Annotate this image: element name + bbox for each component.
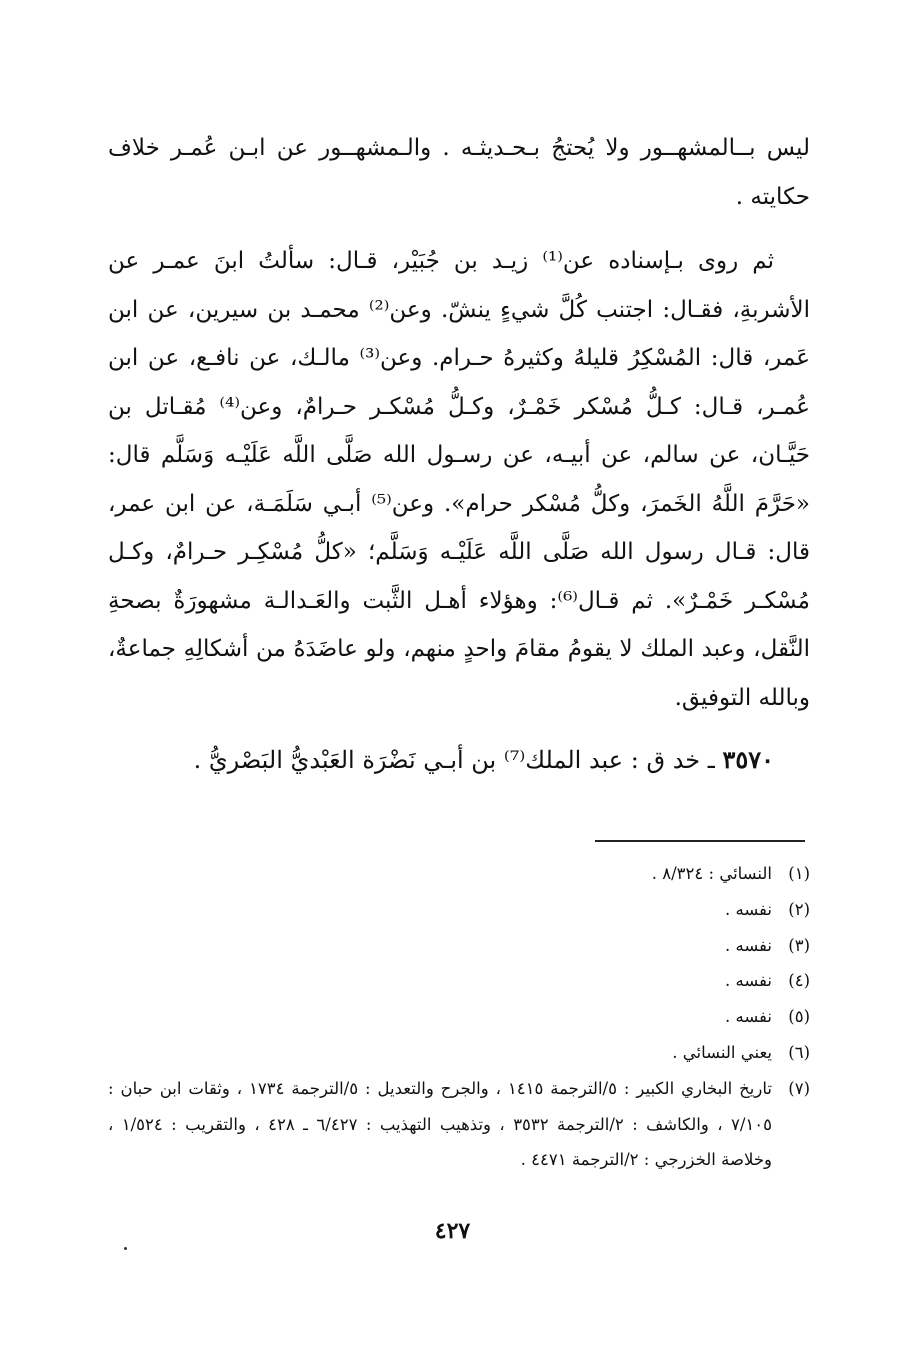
- footnote-text: النسائي : ٨/٣٢٤ .: [651, 864, 772, 883]
- biography-entry: [108, 736, 810, 785]
- footnote-number: (٣): [788, 935, 810, 955]
- paragraph-2: ثم روى بـإسناده عن⁽¹⁾ زيـد بن جُبَيْر، قـال: سألتُ ابنَ عمـر عن الأشربةِ، فقـال: اجتنب كُلَّ شيءٍ ينشّ. وعن⁽²⁾ محمـد بن سيرين، عن ابن عَمر، قال: المُسْكِرُ قليلهُ وكثيرهُ حـرام. وعن⁽³⁾ مالـك، عن نافـع، عن ابن عُمـر، قـال: كـلُّ مُسْكر خَمْـرٌ، وكـلُّ مُسْكـر حـرامٌ، وعن⁽⁴⁾ مُقـاتل بن حَيَّـان، عن سالم، عن أبيـه، عن رسـول الله صَلَّى اللَّه عَلَيْـه وَسَلَّم قال: «حَرَّمَ اللَّهُ الخَمرَ، وكلُّ مُسْكر حرام». وعن⁽⁵⁾ أبـي سَلَمَـة، عن ابن عمر، قال: قـال رسول الله صَلَّى اللَّه عَلَيْـه وَسَلَّم؛ «كلُّ مُسْكِـر حـرامٌ، وكـل مُسْكـر خَمْـرٌ». ثم قـال⁽⁶⁾: وهؤلاء أهـل الثَّبت والعَـدالـة مشهورَةٌ بصحةِ النَّقل، وعبد الملك لا يقومُ مقامَ واحدٍ منهم، ولو عاضَدَهُ من أشكالِهِ جماعةٌ، وبالله التوفيق.: [108, 248, 810, 711]
- footnote-6: [108, 1035, 810, 1071]
- footnote-number: (٦): [788, 1042, 810, 1062]
- footnote-1: [108, 856, 810, 892]
- footnote-text: نفسه .: [725, 971, 772, 991]
- footnote-5: [108, 999, 810, 1035]
- footnote-number: (٤): [788, 971, 810, 991]
- entry-text: ـ خد ق : عبد الملك⁽⁷⁾ بن أبـي نَضْرَة العَبْديُّ البَصْريُّ .: [193, 746, 715, 774]
- footnote-text: نفسه .: [725, 935, 772, 955]
- paragraph-1: ليس بــالمشهــور ولا يُحتجُ بـحـديثـه . والـمشهــور عن ابـن عُمـر خلاف حكايته .: [108, 135, 810, 210]
- footnote-number: (٥): [788, 1007, 810, 1027]
- footnote-2: [108, 892, 810, 928]
- page-number: ٤٢٧: [434, 1218, 471, 1244]
- footnote-3: [108, 928, 810, 964]
- footnote-text: نفسه .: [725, 899, 772, 919]
- footnote-text: نفسه .: [725, 1007, 772, 1027]
- footnote-4: [108, 963, 810, 999]
- footnote-number: (٧): [788, 1078, 810, 1098]
- footnote-7: [108, 1071, 810, 1178]
- footnote-divider: [595, 840, 805, 842]
- footnote-text: تاريخ البخاري الكبير : ٥/الترجمة ١٤١٥ ، والجرح والتعديل : ٥/الترجمة ١٧٣٤ ، وثقات ابن حبان : ٧/١٠٥ ، والكاشف : ٢/الترجمة ٣٥٣٢ ، وتذهيب التهذيب : ٦/٤٢٧ ـ ٤٢٨ ، والتقريب : ١/٥٢٤ ، وخلاصة الخزرجي : ٢/الترجمة ٤٤٧١ .: [108, 1078, 772, 1170]
- footnote-number: (٢): [788, 899, 810, 919]
- entry-number: ٣٥٧٠: [722, 745, 774, 774]
- footnote-number: (١): [788, 864, 810, 883]
- footnotes: [108, 856, 810, 1178]
- main-text: [108, 124, 810, 785]
- footnote-text: يعني النسائي .: [672, 1042, 772, 1062]
- scan-speck: [124, 1247, 127, 1250]
